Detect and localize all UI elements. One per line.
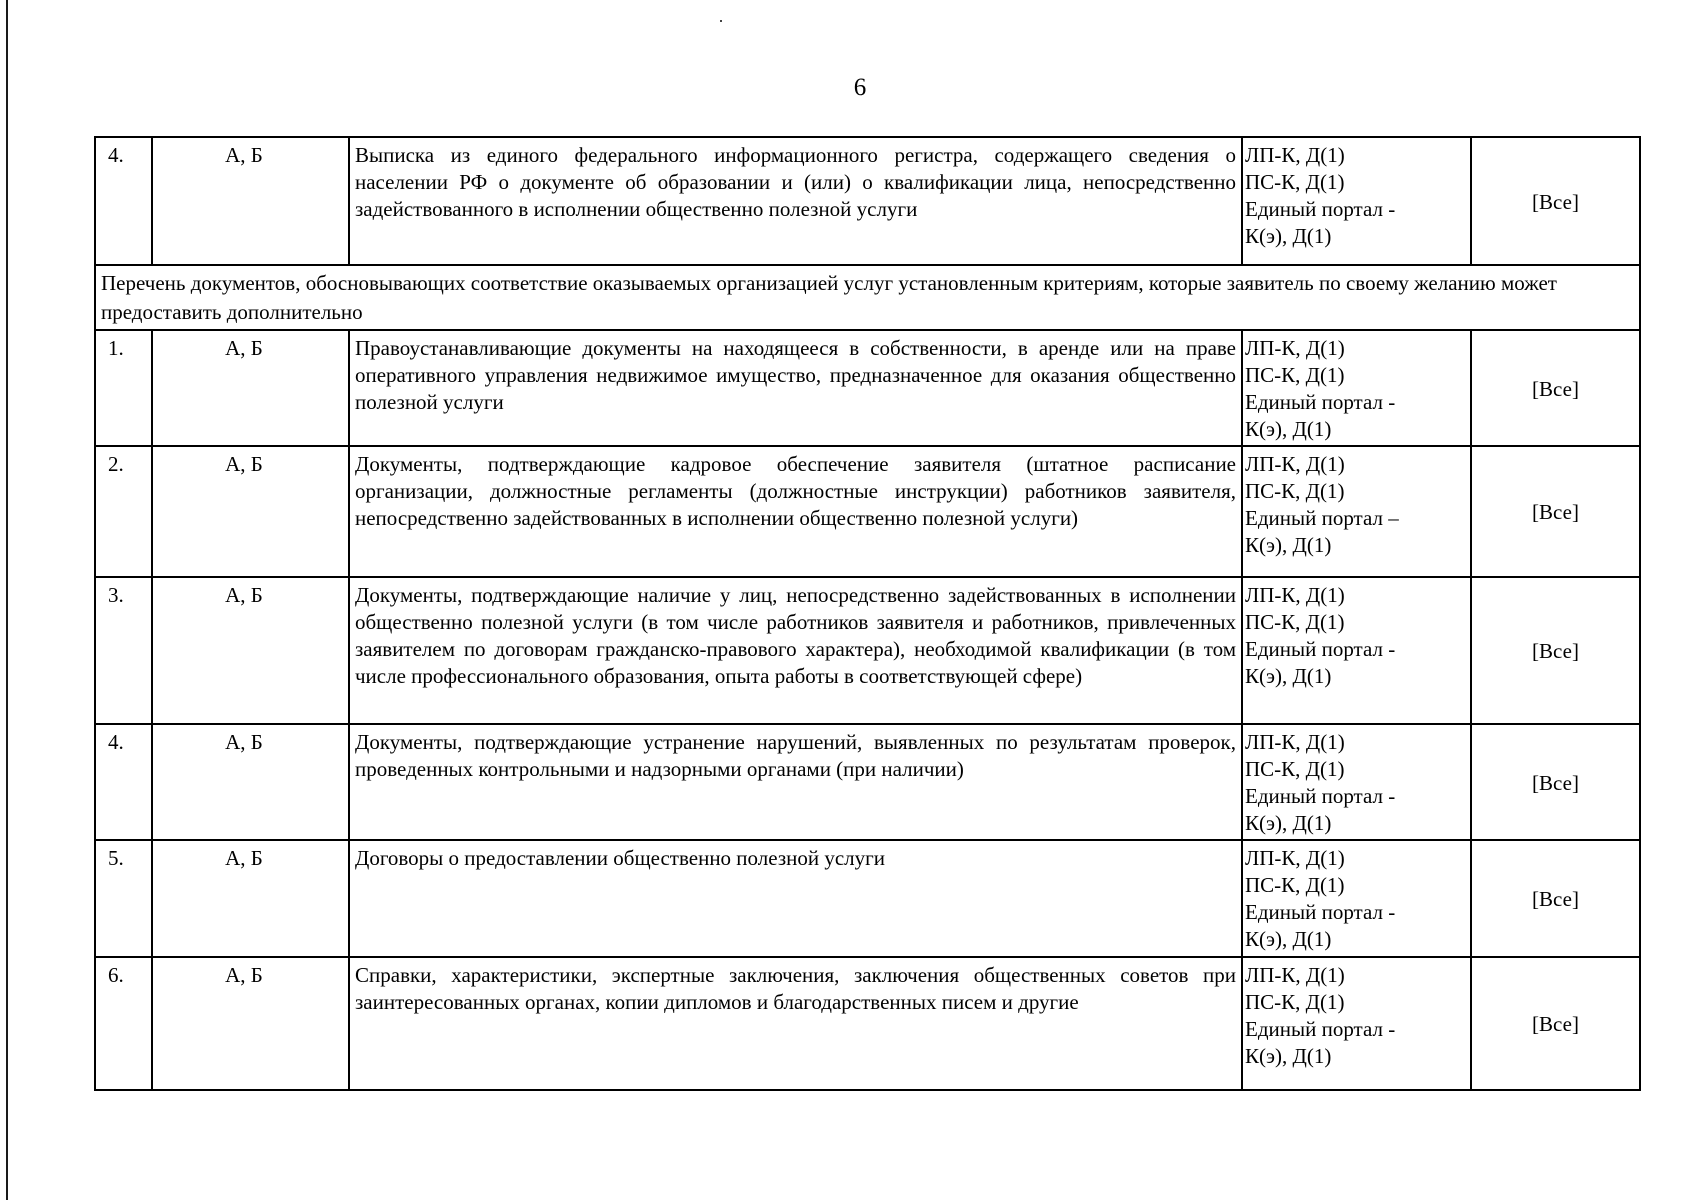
table-row: [95, 577, 1640, 724]
row-number: 4.: [95, 137, 152, 265]
row-access: [Все]: [1471, 330, 1640, 446]
source-line: К(э), Д(1): [1245, 224, 1332, 248]
row-number: 2.: [95, 446, 152, 577]
row-description: Документы, подтверждающие устранение нарушений, выявленных по результатам проверок, проведенных контрольными и надзорными органами (при наличии): [349, 724, 1242, 840]
table-row: [95, 330, 1640, 446]
table-row: [95, 724, 1640, 840]
row-sources: [1242, 137, 1471, 265]
source-line: ЛП-К, Д(1): [1245, 730, 1345, 754]
row-number: 6.: [95, 957, 152, 1090]
row-number: 3.: [95, 577, 152, 724]
row-category: А, Б: [152, 137, 349, 265]
source-line: Единый портал -: [1245, 390, 1396, 414]
source-line: ЛП-К, Д(1): [1245, 583, 1345, 607]
row-description: Документы, подтверждающие наличие у лиц, непосредственно задействованных в исполнении общественно полезной услуги (в том числе работников заявителя и работников, привлеченных заявителем по договорам гражданско-правового характера), необходимой квалификации (в том числе профессионального образования, опыта работы в соответствующей сфере): [349, 577, 1242, 724]
row-sources: [1242, 724, 1471, 840]
table-row: [95, 957, 1640, 1090]
row-sources: [1242, 840, 1471, 957]
row-sources: [1242, 446, 1471, 577]
row-category: А, Б: [152, 446, 349, 577]
row-access: [Все]: [1471, 957, 1640, 1090]
source-line: К(э), Д(1): [1245, 664, 1332, 688]
table-row: [95, 446, 1640, 577]
row-description: Выписка из единого федерального информационного регистра, содержащего сведения о населении РФ о документе об образовании и (или) о квалификации лица, непосредственно задействованного в исполнении общественно полезной услуги: [349, 137, 1242, 265]
source-line: ПС-К, Д(1): [1245, 610, 1345, 634]
source-line: ЛП-К, Д(1): [1245, 963, 1345, 987]
section-heading-row: [95, 265, 1640, 330]
row-access: [Все]: [1471, 577, 1640, 724]
row-sources: [1242, 330, 1471, 446]
source-line: Единый портал -: [1245, 784, 1396, 808]
source-line: Единый портал -: [1245, 1017, 1396, 1041]
page-left-border-line: [6, 0, 8, 1200]
row-sources: [1242, 957, 1471, 1090]
source-line: К(э), Д(1): [1245, 417, 1332, 441]
source-line: Единый портал -: [1245, 197, 1396, 221]
source-line: К(э), Д(1): [1245, 811, 1332, 835]
row-sources: [1242, 577, 1471, 724]
source-line: ПС-К, Д(1): [1245, 757, 1345, 781]
row-category: А, Б: [152, 724, 349, 840]
row-category: А, Б: [152, 957, 349, 1090]
source-line: ПС-К, Д(1): [1245, 990, 1345, 1014]
section-heading: Перечень документов, обосновывающих соответствие оказываемых организацией услуг установленным критериям, которые заявитель по своему желанию может предоставить дополнительно: [95, 265, 1640, 330]
row-category: А, Б: [152, 840, 349, 957]
source-line: ПС-К, Д(1): [1245, 873, 1345, 897]
row-number: 4.: [95, 724, 152, 840]
row-access: [Все]: [1471, 446, 1640, 577]
source-line: К(э), Д(1): [1245, 533, 1332, 557]
row-access: [Все]: [1471, 724, 1640, 840]
table-row: [95, 840, 1640, 957]
scan-speck: [720, 20, 722, 22]
page-number: 6: [853, 74, 867, 101]
row-category: А, Б: [152, 577, 349, 724]
source-line: К(э), Д(1): [1245, 927, 1332, 951]
row-number: 1.: [95, 330, 152, 446]
row-category: А, Б: [152, 330, 349, 446]
source-line: К(э), Д(1): [1245, 1044, 1332, 1068]
source-line: ПС-К, Д(1): [1245, 363, 1345, 387]
source-line: ПС-К, Д(1): [1245, 170, 1345, 194]
source-line: Единый портал -: [1245, 637, 1396, 661]
row-description: Документы, подтверждающие кадровое обеспечение заявителя (штатное расписание организации, должностные регламенты (должностные инструкции) работников заявителя, непосредственно задействованных в исполнении общественно полезной услуги): [349, 446, 1242, 577]
row-description: Договоры о предоставлении общественно полезной услуги: [349, 840, 1242, 957]
row-description: Справки, характеристики, экспертные заключения, заключения общественных советов при заинтересованных органах, копии дипломов и благодарственных писем и другие: [349, 957, 1242, 1090]
row-access: [Все]: [1471, 840, 1640, 957]
source-line: ЛП-К, Д(1): [1245, 846, 1345, 870]
source-line: Единый портал -: [1245, 900, 1396, 924]
source-line: ЛП-К, Д(1): [1245, 336, 1345, 360]
row-access: [Все]: [1471, 137, 1640, 265]
source-line: ЛП-К, Д(1): [1245, 143, 1345, 167]
table-row: [95, 137, 1640, 265]
documents-table: [94, 136, 1641, 1091]
source-line: ЛП-К, Д(1): [1245, 452, 1345, 476]
source-line: ПС-К, Д(1): [1245, 479, 1345, 503]
source-line: Единый портал –: [1245, 506, 1399, 530]
row-number: 5.: [95, 840, 152, 957]
row-description: Правоустанавливающие документы на находящееся в собственности, в аренде или на праве оперативного управления недвижимое имущество, предназначенное для оказания общественно полезной услуги: [349, 330, 1242, 446]
